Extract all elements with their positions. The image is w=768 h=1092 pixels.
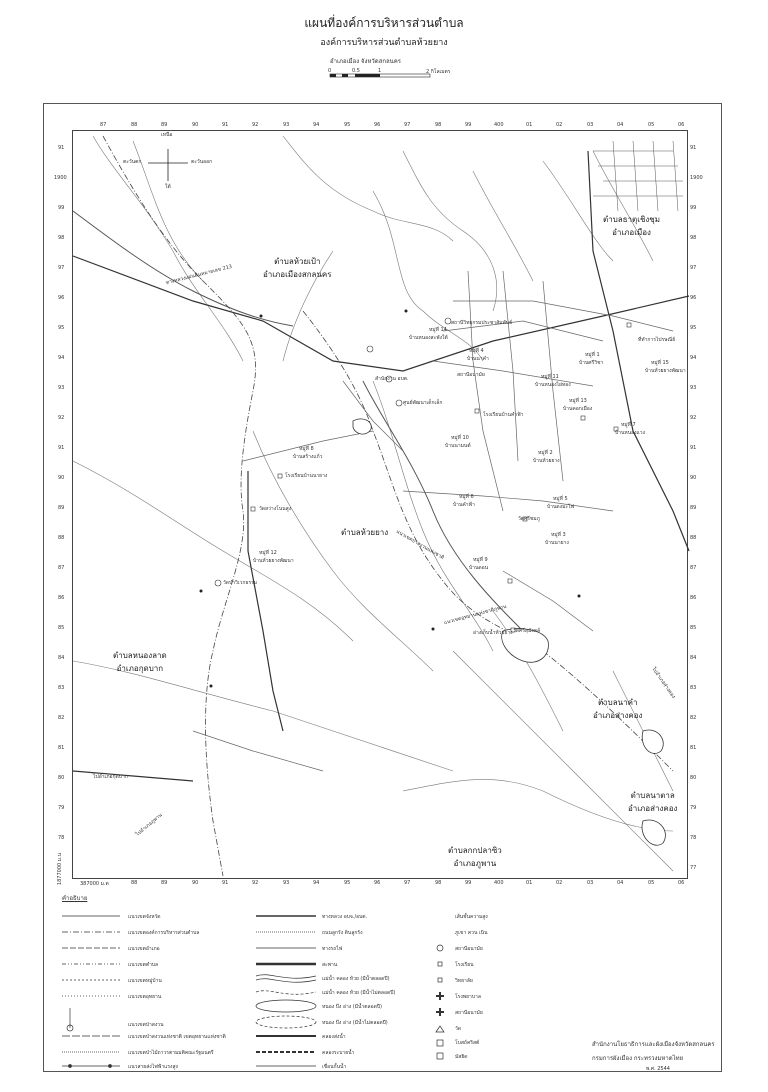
- village-label: หมู่ที่ 12: [259, 550, 277, 556]
- map-drawing: [73, 131, 689, 880]
- grid-labels-right: [690, 130, 706, 879]
- map-subtitle: องค์การบริหารส่วนตำบลห้วยยาง: [320, 38, 448, 48]
- grid-label: 400: [494, 880, 504, 886]
- grid-label: 88: [131, 122, 138, 128]
- grid-label: 96: [374, 122, 381, 128]
- map-area: [72, 130, 688, 879]
- compass-west: ตะวันตก: [123, 159, 142, 165]
- grid-label: 94: [690, 355, 697, 361]
- grid-label: 80: [58, 775, 65, 781]
- village-label: บ้านนามนต์: [445, 443, 471, 449]
- region-name: ตำบลหนองลาด: [113, 651, 167, 660]
- village-label: หมู่ที่ 11: [541, 374, 559, 380]
- grid-label: 94: [313, 880, 320, 886]
- grid-label: 89: [58, 505, 65, 511]
- grid-label: 94: [313, 122, 320, 128]
- grid-label: 06: [678, 880, 685, 886]
- legend-item: แนวเขตตำบล: [128, 962, 159, 968]
- village-label: บ้านห้วยยาง: [533, 458, 560, 464]
- grid-label: 96: [690, 295, 697, 301]
- legend-item: ภูเขา ควน เนิน: [455, 930, 488, 936]
- village-label: บ้านศรีวิชา: [579, 360, 604, 366]
- legend-heading: คำอธิบาย: [62, 895, 88, 902]
- grid-label: 95: [58, 325, 65, 331]
- label-nong-lat: [113, 649, 167, 675]
- region-name: ตำบลห้วยเป้า: [274, 257, 321, 266]
- legend-item: วิทยาลัย: [455, 978, 473, 984]
- scale-label-05: 0.5: [352, 68, 360, 74]
- subdistrict-boundary: [103, 136, 676, 876]
- grid-label: 98: [690, 235, 697, 241]
- poi-label: วัดศรีชมภู: [518, 516, 540, 522]
- legend-item: แนวเขตอำเภอ: [128, 946, 160, 952]
- scale-label-1: 1: [378, 68, 382, 74]
- poi-label: ศูนย์พัฒนาเด็กเล็ก: [403, 400, 443, 406]
- grid-label: 02: [556, 122, 563, 128]
- grid-label: 87: [100, 122, 107, 128]
- legend-item: คลองส่งน้ำ: [322, 1034, 346, 1040]
- legend-item: แนวเขตป่าสงวน: [128, 1022, 164, 1028]
- poi-label: วัดศรีสุมังคล์: [513, 628, 541, 634]
- grid-label: 82: [690, 715, 697, 721]
- legend-item: ถนนลูกรัง ดินลูกรัง: [322, 930, 363, 936]
- grid-label: 93: [283, 880, 290, 886]
- legend-item: แม่น้ำ คลอง ห้วย (มีน้ำไม่ตลอดปี): [322, 990, 396, 996]
- grid-label: 87: [690, 565, 697, 571]
- legend-item: หนอง บึง อ่าง (มีน้ำไม่ตลอดปี): [322, 1020, 388, 1026]
- compass-north: เหนือ: [161, 132, 173, 138]
- grid-label: 83: [690, 685, 697, 691]
- legend-item: เส้นชั้นความสูง: [455, 914, 488, 920]
- region-name: ตำบลนาคำ: [597, 698, 638, 707]
- poi-label: โรงเรียนบ้านคำฟ้า: [483, 412, 524, 418]
- grid-label: 95: [690, 325, 697, 331]
- grid-label: 78: [58, 835, 65, 841]
- legend-item: วัด: [455, 1026, 462, 1032]
- main-roads: [73, 151, 689, 781]
- grid-label: 03: [587, 122, 594, 128]
- district-name: อำเภอภูพาน: [453, 859, 497, 868]
- grid-label: 400: [494, 122, 504, 128]
- district-name: อำเภอส่างคอง: [593, 711, 643, 720]
- grid-label: 01: [526, 122, 533, 128]
- village-label: บ้านหนองสะพังใต้: [409, 335, 448, 341]
- grid-label: 90: [58, 475, 65, 481]
- village-label: หมู่ที่ 6: [459, 494, 474, 500]
- region-name: ตำบลกกปลาซิว: [448, 846, 502, 855]
- grid-label: 97: [404, 880, 411, 886]
- grid-label: 84: [58, 655, 65, 661]
- district-name: อำเภอเมืองสกลนคร: [263, 270, 332, 279]
- grid-label: 82: [58, 715, 65, 721]
- grid-label: 03: [587, 880, 594, 886]
- grid-label: 91: [58, 145, 65, 151]
- compass-south: ใต้: [165, 184, 171, 190]
- legend-item: สถานีอนามัย: [455, 1010, 483, 1016]
- compass-east: ตะวันออก: [191, 159, 213, 165]
- stream-lines: [73, 136, 676, 871]
- poi-label: สำนักงาน อบต.: [375, 376, 409, 382]
- grid-label: 1900: [690, 175, 703, 181]
- grid-label: 06: [678, 122, 685, 128]
- legend-item: โรงเรียน: [455, 962, 474, 968]
- poi-label: โรงเรียนบ้านนายาง: [285, 473, 328, 479]
- village-label: หมู่ที่ 8: [299, 446, 314, 452]
- legend: [60, 893, 715, 1072]
- grid-label: 98: [58, 235, 65, 241]
- legend-item: คลองระบายน้ำ: [322, 1050, 355, 1056]
- grid-label: 91: [690, 145, 697, 151]
- village-label: บ้านห้วยยางพัฒนา: [645, 368, 686, 374]
- grid-label: 88: [58, 535, 65, 541]
- grid-label: 96: [374, 880, 381, 886]
- grid-label: 86: [690, 595, 697, 601]
- grid-label: 92: [252, 122, 259, 128]
- grid-label: 89: [161, 880, 168, 886]
- label-that-choeng-chum: [603, 213, 660, 239]
- road-label-kudbak: ไปอำเภอกุดบาก: [93, 774, 128, 780]
- road-label-park: แนวเขตอุทยานแห่งชาติภูพาน: [443, 603, 508, 627]
- grid-label: 91: [58, 445, 65, 451]
- map-title: แผนที่องค์การบริหารส่วนตำบล: [304, 16, 464, 30]
- village-label: บ้านนายาง: [545, 540, 569, 546]
- label-na-kham-2: [628, 789, 677, 815]
- district-line: อำเภอเมือง จังหวัดสกลนคร: [330, 58, 402, 65]
- grid-label: 99: [690, 205, 697, 211]
- legend-item: มัสยิด: [455, 1054, 468, 1060]
- village-label: บ้านหนองไผ่ทอง: [535, 382, 571, 388]
- grid-label: 78: [690, 835, 697, 841]
- grid-label: 02: [556, 880, 563, 886]
- village-label: หมู่ที่ 15: [651, 360, 669, 366]
- grid-label: 81: [690, 745, 697, 751]
- grid-labels-bottom: [72, 880, 688, 888]
- road-label-phuphan: ไปอำเภอภูพาน: [134, 812, 164, 838]
- poi-label: สถานีอนามัย: [457, 372, 485, 378]
- grid-label: 93: [283, 122, 290, 128]
- grid-label: 79: [690, 805, 697, 811]
- legend-item: แนวสายส่งไฟฟ้าแรงสูง: [128, 1064, 178, 1070]
- grid-label: 87: [58, 565, 65, 571]
- legend-item: ทางรถไฟ: [322, 946, 343, 952]
- grid-label: 95: [344, 880, 351, 886]
- district-name: อำเภอกุดบาก: [116, 664, 164, 673]
- grid-label: 99: [465, 122, 472, 128]
- grid-label: 97: [690, 265, 697, 271]
- grid-label: 04: [617, 122, 624, 128]
- label-kok-pla: [448, 844, 502, 870]
- grid-label: 79: [58, 805, 65, 811]
- village-label: บ้านดงมะไฟ: [547, 504, 575, 510]
- grid-label: 89: [161, 122, 168, 128]
- grid-label: 86: [58, 595, 65, 601]
- grid-label: 387000 ม.ต: [80, 881, 109, 887]
- grid-label: 98: [435, 880, 442, 886]
- grid-label: 05: [648, 880, 655, 886]
- grid-label: 92: [252, 880, 259, 886]
- grid-label: 99: [58, 205, 65, 211]
- grid-label: 92: [690, 415, 697, 421]
- grid-labels-top: [72, 122, 688, 130]
- village-label: บ้านคอกเมือง: [563, 406, 593, 412]
- village-label: หมู่ที่ 13: [569, 398, 587, 404]
- label-huai-yang: ตำบลห้วยยาง: [341, 528, 389, 537]
- grid-label: 97: [58, 265, 65, 271]
- grid-label: 97: [404, 122, 411, 128]
- village-label: หมู่ที่ 10: [451, 435, 469, 441]
- village-label: หมู่ที่ 7: [621, 422, 636, 428]
- grid-label: 84: [690, 655, 697, 661]
- legend-item: สะพาน: [322, 962, 338, 968]
- village-label: หมู่ที่ 1: [585, 352, 600, 358]
- compass-cross: [148, 149, 188, 181]
- legend-item: แนวเขตองค์การบริหารส่วนตำบล: [128, 930, 200, 936]
- scale-label-2km: 2 กิโลเมตร: [426, 69, 451, 75]
- grid-label: 91: [222, 880, 229, 886]
- legend-item: แม่น้ำ คลอง ห้วย (มีน้ำตลอดปี): [322, 976, 390, 982]
- village-label: บ้านคำฟ้า: [453, 502, 475, 508]
- village-label: หมู่ที่ 9: [473, 557, 488, 563]
- legend-item: แนวเขตหมู่บ้าน: [128, 978, 162, 984]
- legend-item: เขื่อนกั้นน้ำ: [322, 1064, 347, 1070]
- village-label: หมู่ที่ 3: [551, 532, 566, 538]
- grid-label: 88: [131, 880, 138, 886]
- poi-label: อ่างเก็บน้ำห้วยยาง: [473, 630, 513, 636]
- grid-label: 90: [192, 122, 199, 128]
- region-name: ตำบลธาตุเชิงชุม: [603, 215, 661, 224]
- village-label: บ้านห้วยยางพัฒนา: [253, 558, 294, 564]
- legend-item: แนวเขตจังหวัด: [128, 914, 161, 920]
- village-label: หมู่ที่ 14: [429, 327, 447, 333]
- legend-item: โบสถ์คริสต์: [455, 1040, 480, 1046]
- grid-label: 80: [690, 775, 697, 781]
- village-label: หมู่ที่ 4: [469, 348, 484, 354]
- grid-label: 93: [58, 385, 65, 391]
- grid-labels-left: [54, 130, 72, 886]
- grid-label: 89: [690, 505, 697, 511]
- grid-label: 99: [465, 880, 472, 886]
- region-name: ตำบลนาตาล: [630, 791, 675, 800]
- grid-label: 04: [617, 880, 624, 886]
- poi-label: วัดสว่างโนนสูง: [259, 506, 292, 512]
- legend-item: สถานีอนามัย: [455, 946, 483, 952]
- legend-item: ทางหลวง อบจ./อบต.: [322, 914, 368, 920]
- grid-label: 05: [648, 122, 655, 128]
- legend-item: โรงพยาบาล: [455, 994, 481, 1000]
- credit-year: พ.ศ. 2544: [646, 1066, 670, 1072]
- grid-label: 91: [222, 122, 229, 128]
- credit-office: สำนักงานโยธาธิการและผังเมืองจังหวัดสกลนคร: [592, 1041, 715, 1048]
- grid-label: 01: [526, 880, 533, 886]
- legend-item: แนวเขตอุทยาน: [128, 994, 162, 1000]
- grid-label: 90: [690, 475, 697, 481]
- village-label: บ้านดอน: [469, 565, 489, 571]
- road-label-sangkhong: ไปอำเภอส่างคอง: [650, 666, 677, 700]
- poi-label: วัดป่าวิเวกธรรม: [223, 580, 258, 586]
- grid-label: 90: [192, 880, 199, 886]
- legend-item: แนวเขตป่าไม้ถาวรตามมติคณะรัฐมนตรี: [128, 1050, 214, 1056]
- grid-label: 85: [58, 625, 65, 631]
- grid-label: 1900: [54, 175, 67, 181]
- grid-label: 85: [690, 625, 697, 631]
- district-name: อำเภอส่างคอง: [628, 804, 678, 813]
- credit-department: กรมการผังเมือง กระทรวงมหาดไทย: [592, 1055, 684, 1062]
- poi-label: สถานีวิทยุกรมประชาสัมพันธ์: [451, 320, 513, 326]
- label-na-kham: [593, 696, 642, 722]
- grid-label: 93: [690, 385, 697, 391]
- grid-label: 94: [58, 355, 65, 361]
- grid-label: 96: [58, 295, 65, 301]
- grid-label: 98: [435, 122, 442, 128]
- scale-label-0: 0: [328, 68, 332, 74]
- village-label: บ้านสร้างแก้ว: [293, 454, 323, 460]
- grid-label: 88: [690, 535, 697, 541]
- district-name: อำเภอเมือง: [612, 228, 651, 237]
- legend-item: หนอง บึง อ่าง (มีน้ำตลอดปี): [322, 1004, 382, 1010]
- legend-item: แนวเขตป่าสงวนแห่งชาติ เขตอุทยานแห่งชาติ: [128, 1034, 226, 1040]
- village-label: หมู่ที่ 5: [553, 496, 568, 502]
- grid-label: 81: [58, 745, 65, 751]
- grid-label: 92: [58, 415, 65, 421]
- scale-bar: [328, 68, 451, 80]
- road-label-reserve: แนวเขตป่าสงวนแห่งชาติ: [395, 528, 445, 562]
- grid-label: 1877000 ม.น: [57, 852, 64, 886]
- grid-label: 91: [690, 445, 697, 451]
- grid-label: 95: [344, 122, 351, 128]
- grid-label: 77: [690, 865, 697, 871]
- poi-label: ที่ทำการไปรษณีย์: [638, 337, 676, 343]
- village-label: บ้านนาคำ: [467, 356, 489, 362]
- grid-label: 83: [58, 685, 65, 691]
- village-label: หมู่ที่ 2: [538, 450, 553, 456]
- village-label: บ้านหนองแวง: [615, 430, 646, 436]
- label-huai-yang-north: [263, 255, 332, 281]
- road-label-213: ทางหลวงแผ่นดินหมายเลข 213: [165, 263, 233, 287]
